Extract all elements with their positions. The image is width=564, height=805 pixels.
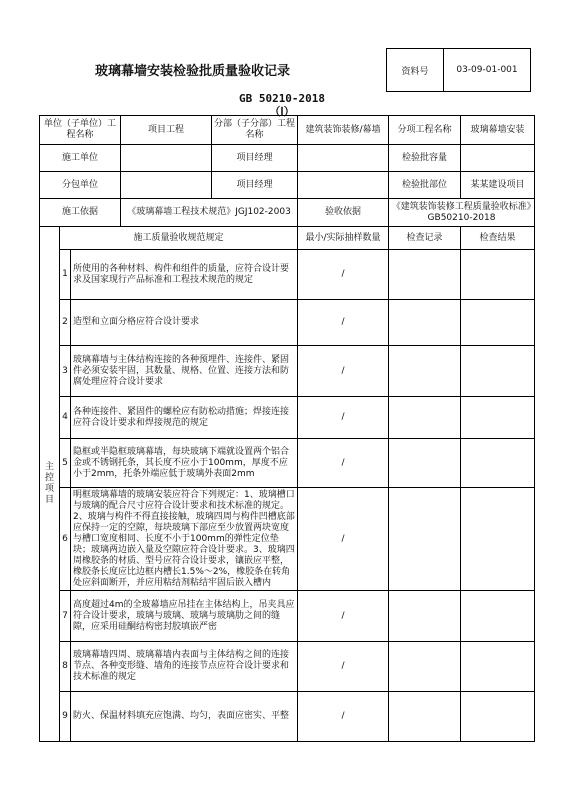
record-table [39,115,535,742]
item-label: 分项工程名称 [389,116,461,145]
capacity-value [461,145,535,172]
table-row [40,439,535,488]
row-spec: 高度超过4m的全玻幕墙应吊挂在主体结构上，吊夹具应符合设计要求，玻璃与玻璃、玻璃与玻璃肋之间的缝隙，应采用硅酮结构密封胶填嵌严密 [71,591,298,642]
row-sample: / [298,488,389,591]
row-record [389,397,461,439]
section-label: 主控项目 [40,227,60,742]
pm2-value [298,172,389,199]
pm-label: 项目经理 [212,145,298,172]
item-value: 玻璃幕墙安装 [461,116,535,145]
row-result [461,642,535,692]
acceptance-value: 《建筑装饰装修工程质量验收标准》GB50210-2018 [389,199,535,227]
row-record [389,250,461,300]
ref-label: 资料号 [387,49,444,91]
row-number: 1 [60,250,71,300]
page-title: 玻璃幕墙安装检验批质量验收记录 [94,64,290,79]
table-row [40,488,535,591]
row-sample: / [298,397,389,439]
row-number: 4 [60,397,71,439]
unit-label: 单位（子单位）工程名称 [40,116,121,145]
constructor-label: 施工单位 [40,145,121,172]
row-number: 5 [60,439,71,488]
row-spec: 所使用的各种材料、构件和组件的质量，应符合设计要求及国家现行产品标准和工程技术规范的规定 [71,250,298,300]
location-label: 检验批部位 [389,172,461,199]
row-result [461,439,535,488]
acceptance-label: 验收依据 [298,199,389,227]
table-row [40,692,535,742]
row-record [389,642,461,692]
reference-box [386,48,531,92]
row-result [461,591,535,642]
info-row-4 [40,199,535,227]
row-spec: 隐框或半隐框玻璃幕墙，每块玻璃下端就设置两个铝合金或不锈钢托条，其长度不应小于100mm，厚度不应小于2mm，托条外端应低于玻璃外表面2mm [71,439,298,488]
row-result [461,692,535,742]
col-spec: 施工质量验收规范规定 [60,227,298,250]
row-spec: 明框玻璃幕墙的玻璃安装应符合下列规定：1、玻璃槽口与玻璃的配合尺寸应符合设计要求和技术标准的规定。2、玻璃与构件不得直接接触，玻璃四周与构件凹槽底部应保持一定的空隙，每块玻璃下部应至少放置两块宽度与槽口宽度相同、长度不小于100mm的弹性定位垫块；玻璃两边嵌入量及空隙应符合设计要求。3、玻璃四周橡胶条的材质、型号应符合设计要求，镶嵌应平整，橡胶条长度应比边框内槽长1.5%～2%，橡胶条在转角处应斜面断开，并应用粘结剂粘结牢固后嵌入槽内 [71,488,298,591]
column-header-row [40,227,535,250]
row-spec: 各种连接件、紧固件的螺栓应有防松动措施；焊接连接应符合设计要求和焊接规范的规定 [71,397,298,439]
row-spec: 造型和立面分格应符合设计要求 [71,300,298,346]
standard-part: （Ⅰ） [269,105,295,118]
row-record [389,488,461,591]
row-sample: / [298,439,389,488]
row-number: 2 [60,300,71,346]
row-record [389,439,461,488]
table-row [40,591,535,642]
row-sample: / [298,346,389,397]
row-number: 6 [60,488,71,591]
row-number: 9 [60,692,71,742]
row-sample: / [298,250,389,300]
row-result [461,250,535,300]
col-result: 检查结果 [461,227,535,250]
row-sample: / [298,692,389,742]
info-row-1 [40,116,535,145]
col-record: 检查记录 [389,227,461,250]
row-sample: / [298,642,389,692]
subcontractor-label: 分包单位 [40,172,121,199]
row-number: 7 [60,591,71,642]
row-spec: 防火、保温材料填充应饱满、均匀，表面应密实、平整 [71,692,298,742]
row-sample: / [298,300,389,346]
row-result [461,300,535,346]
col-sample: 最小/实际抽样数量 [298,227,389,250]
row-number: 3 [60,346,71,397]
table-row [40,300,535,346]
row-spec: 玻璃幕墙四周、玻璃幕墙内表面与主体结构之间的连接节点、各种变形缝、墙角的连接节点应符合设计要求和技术标准的规定 [71,642,298,692]
basis-value: 《玻璃幕墙工程技术规范》JGJ102-2003 [121,199,298,227]
row-spec: 玻璃幕墙与主体结构连接的各种预埋件、连接件、紧固件必须安装牢固，其数量、规格、位置、连接方法和防腐处理应符合设计要求 [71,346,298,397]
ref-value: 03-09-01-001 [456,65,518,75]
constructor-value [121,145,212,172]
row-result [461,397,535,439]
pm-value [298,145,389,172]
table-row [40,346,535,397]
table-row [40,642,535,692]
row-record [389,692,461,742]
info-row-3 [40,172,535,199]
row-record [389,591,461,642]
row-record [389,300,461,346]
row-result [461,346,535,397]
pm2-label: 项目经理 [212,172,298,199]
subdivision-label: 分部（子分部）工程名称 [212,116,298,145]
row-sample: / [298,591,389,642]
row-record [389,346,461,397]
subdivision-value: 建筑装饰装修/幕墙 [298,116,389,145]
table-row [40,397,535,439]
row-result [461,488,535,591]
info-row-2 [40,145,535,172]
row-number: 8 [60,642,71,692]
capacity-label: 检验批容量 [389,145,461,172]
subcontractor-value [121,172,212,199]
location-value: 某某建设项目 [461,172,535,199]
standard-code: GB 50210-2018 [238,92,326,105]
basis-label: 施工依据 [40,199,121,227]
table-row [40,250,535,300]
unit-value: 项目工程 [121,116,212,145]
